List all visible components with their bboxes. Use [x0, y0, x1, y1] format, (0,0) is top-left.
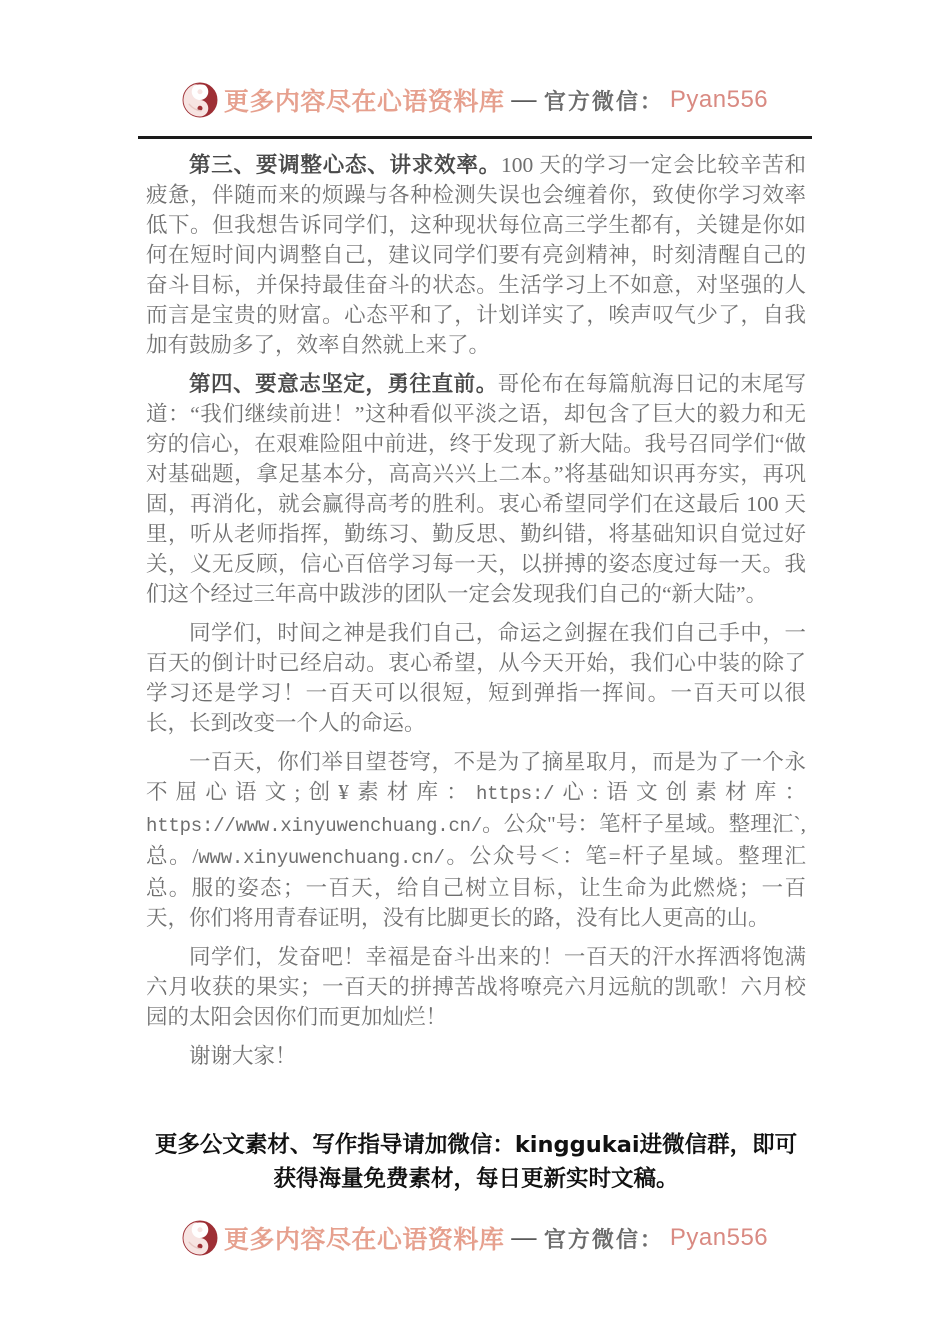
garbled-url-3: www.xinyuwenchuang.cn/ [235, 815, 483, 837]
paragraph-classmates-time [146, 618, 806, 738]
paragraph-lead-fourth: 第四、要意志坚定，勇往直前。 [189, 372, 498, 396]
footer-promo-block [150, 1128, 802, 1196]
document-body [146, 150, 806, 1080]
paragraph-text-fourth: 哥伦布在每篇航海日记的末尾写道：“我们继续前进！”这种看似平淡之语，却包含了巨大的毅力和无穷的信心，在艰难险阻中前进，终于发现了新大陆。我号召同学们“做对基础题，拿足基本分，高高兴兴上二本。”将基础知识再夯实，再巩固，再消化，就会赢得高考的胜利。衷心希望同学们在这最后 100 天里，听从老师指挥，勤练习、勤反思、勤纠错，将基础知识自觉过好关，义无反顾，信心百倍学习每一天，以拼搏的姿态度过每一天。我们这个经过三年高中跋涉的团队一定会发现我们自己的“新大陆”。 [146, 372, 806, 606]
garbled-line-2-mid: 心:语文创素材库： [554, 780, 806, 804]
garbled-url-2: https:// [146, 815, 236, 837]
yin-yang-fish-seal-logo-icon [182, 82, 218, 118]
watermark-sub-text: 官方微信： [543, 1226, 664, 1252]
watermark-main-text: 更多内容尽在心语资料库 [223, 1227, 505, 1254]
paragraph-thanks [146, 1041, 806, 1071]
watermark-dash: — [511, 1224, 537, 1251]
garbled-line-4-text: 。公众号＜：笔=杆子星域。整理汇总。服的姿态；一 [146, 844, 806, 900]
footer-promo-line1-a: 更多公文素材、写作指导请加微信： [154, 1132, 515, 1158]
paragraph-text-thanks: 谢谢大家！ [189, 1044, 297, 1068]
footer-promo-line1-c: 进微信群，即可 [639, 1132, 798, 1158]
watermark-dash: — [511, 86, 537, 113]
header-watermark [0, 78, 950, 122]
garbled-url-1: https:/ [475, 783, 555, 805]
yin-yang-fish-seal-logo-icon [182, 1220, 218, 1256]
paragraph-strive [146, 942, 806, 1032]
garbled-line-5: 百天，给自己树立目标，让生命为此燃烧；一百天，你们将用青春证明，没有 [146, 876, 806, 930]
paragraph-text-classmates-time: 同学们，时间之神是我们自己，命运之剑握在我们自己手中，一百天的倒计时已经启动。衷心希望，从今天开始，我们心中装的除了学习还是学习！一百天可以很短，短到弹指一挥间。一百天可以很长，长到改变一个人的命运。 [146, 621, 806, 735]
watermark-wechat-id: Pyan556 [669, 86, 769, 113]
header-divider-rule [138, 136, 812, 139]
footer-watermark [0, 1216, 950, 1260]
footer-promo-wechat-id: kinggukai [514, 1132, 640, 1158]
garbled-line-3-text: 。公众"号：笔杆子星域。整理汇`,总。/ [146, 812, 806, 868]
garbled-url-4: www.xinyuwenchuang.cn/ [198, 847, 445, 869]
watermark-main-text: 更多内容尽在心语资料库 [223, 89, 505, 116]
watermark-sub-text: 官方微信： [543, 88, 664, 114]
watermark-wechat-id: Pyan556 [669, 1224, 769, 1251]
garbled-line-2-pre: 文;创¥素材库： [264, 780, 476, 804]
paragraph-hundred-days-garbled [146, 747, 806, 933]
garbled-line-6: 比脚更长的路，没有比人更高的山。 [425, 906, 770, 930]
paragraph-text-strive: 同学们，发奋吧！幸福是奋斗出来的！一百天的汗水挥洒将饱满六月收获的果实；一百天的拼搏苦战将嘹亮六月远航的凯歌！六月校园的太阳会因你们而更加灿烂！ [146, 945, 806, 1029]
paragraph-lead-third: 第三、要调整心态、讲求效率。 [189, 153, 501, 177]
footer-promo-line2: 获得海量免费素材，每日更新实时文稿。 [273, 1166, 679, 1192]
paragraph-fourth-point [146, 369, 806, 609]
paragraph-third-point [146, 150, 806, 360]
garbled-line-1: 一百天，你们举目望苍穹，不是为了摘星取月，而是为了一个永不屈心语 [146, 750, 806, 804]
paragraph-text-third: 100 天的学习一定会比较辛苦和疲惫，伴随而来的烦躁与各种检测失误也会缠着你，致使你学习效率低下。但我想告诉同学们，这种现状每位高三学生都有，关键是你如何在短时间内调整自己，建议同学们要有亮剑精神，时刻清醒自己的奋斗目标，并保持最佳奋斗的状态。生活学习上不如意，对坚强的人而言是宝贵的财富。心态平和了，计划详实了，唉声叹气少了，自我加有鼓励多了，效率自然就上来了。 [146, 153, 806, 357]
